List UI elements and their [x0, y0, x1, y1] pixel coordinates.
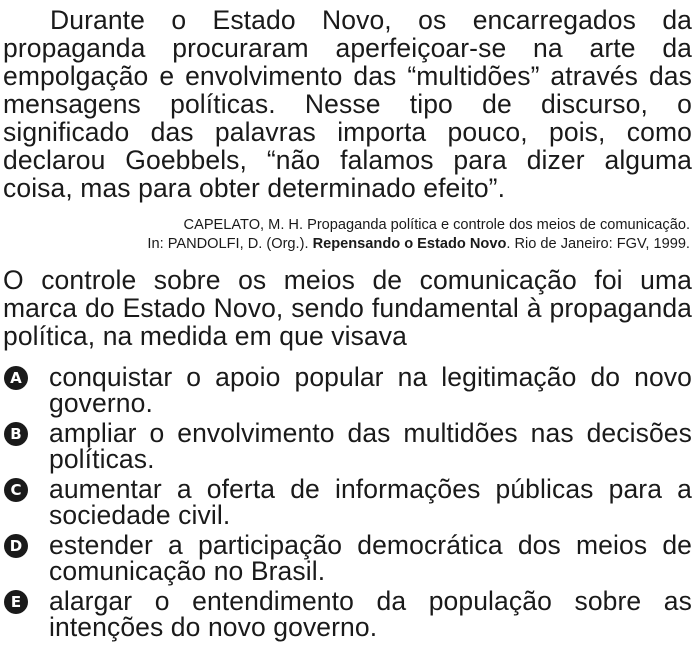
option-e-letter-badge: E: [4, 590, 28, 614]
citation-prefix: In: PANDOLFI, D. (Org.).: [147, 236, 313, 252]
option-b-letter-badge: B: [4, 422, 28, 446]
option-c[interactable]: [3, 476, 692, 528]
option-b-text: ampliar o envolvimento das multidões nas decisões políticas.: [49, 418, 692, 474]
option-e[interactable]: [3, 588, 692, 640]
citation-line-1: CAPELATO, M. H. Propaganda política e controle dos meios de comunicação.: [183, 217, 690, 233]
citation-line-2: [3, 235, 690, 254]
option-d-letter-badge: D: [4, 534, 28, 558]
citation: [3, 216, 692, 254]
answer-options: [3, 364, 692, 640]
citation-book-title: Repensando o Estado Novo: [312, 236, 507, 252]
option-d[interactable]: [3, 532, 692, 584]
passage-text: Durante o Estado Novo, os encarregados da propaganda procuraram aperfeiçoar-se na arte da empolgação e envolvimento das “multidões” através das mensagens políticas. Nesse tipo de discurso, o significado das palavras importa pouco, pois, como declarou Goebbels, “não falamos para dizer alguma coisa, mas para obter determinado efeito”.: [3, 5, 692, 203]
option-a-letter-badge: A: [4, 366, 28, 390]
option-d-text: estender a participação democrática dos meios de comunicação no Brasil.: [49, 530, 692, 586]
citation-suffix: . Rio de Janeiro: FGV, 1999.: [506, 236, 690, 252]
option-a[interactable]: [3, 364, 692, 416]
option-c-letter-badge: C: [4, 478, 28, 502]
option-a-text: conquistar o apoio popular na legitimação do novo governo.: [49, 362, 692, 418]
option-b[interactable]: [3, 420, 692, 472]
option-c-text: aumentar a oferta de informações públicas para a sociedade civil.: [49, 474, 692, 530]
question-stem: O controle sobre os meios de comunicação foi uma marca do Estado Novo, sendo fundamental à propaganda política, na medida em que visava: [3, 265, 692, 351]
option-e-text: alargar o entendimento da população sobre as intenções do novo governo.: [49, 586, 692, 642]
